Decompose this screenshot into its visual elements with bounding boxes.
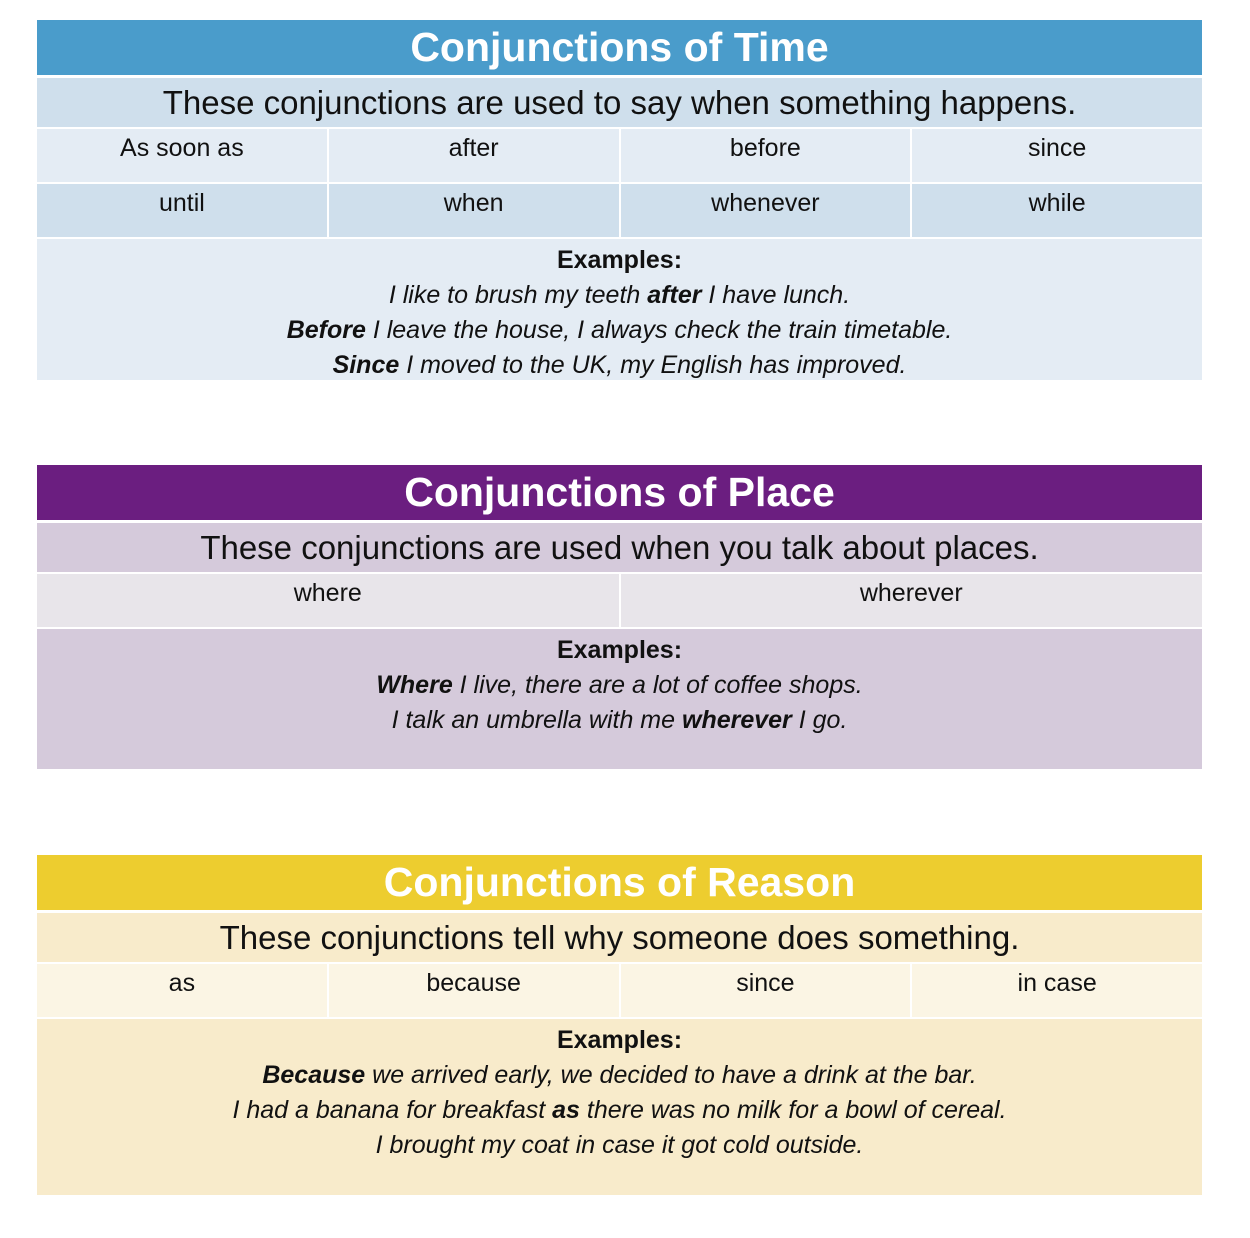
example-sentence: I like to brush my teeth after I have lunch. (388, 281, 851, 309)
reason-title: Conjunctions of Reason (37, 855, 1202, 910)
reason-description: These conjunctions tell why someone does something. (37, 913, 1202, 962)
place-word-row (37, 574, 1202, 627)
example-sentence: Since I moved to the UK, my English has improved. (332, 351, 907, 379)
time-word: since (910, 129, 1202, 182)
time-word: while (910, 184, 1202, 237)
time-word-row (37, 129, 1202, 182)
examples-heading: Examples: (556, 1026, 683, 1054)
time-word: before (619, 129, 911, 182)
place-word: wherever (619, 574, 1203, 627)
example-sentence: Where I live, there are a lot of coffee shops. (376, 671, 863, 699)
time-word: whenever (619, 184, 911, 237)
example-sentence: I had a banana for breakfast as there was no milk for a bowl of cereal. (232, 1096, 1007, 1124)
time-examples (37, 239, 1202, 380)
reason-word-row (37, 964, 1202, 1017)
time-word-row (37, 184, 1202, 237)
reason-examples (37, 1019, 1202, 1195)
reason-section (37, 855, 1202, 1195)
time-word: until (158, 189, 205, 217)
place-word: where (293, 579, 362, 607)
reason-word: because (327, 964, 619, 1017)
time-word: As soon as (120, 134, 244, 162)
reason-word: as (168, 969, 196, 997)
time-word: when (327, 184, 619, 237)
time-title: Conjunctions of Time (37, 20, 1202, 75)
reason-word: since (619, 964, 911, 1017)
time-word: after (327, 129, 619, 182)
reason-word: in case (910, 964, 1202, 1017)
examples-heading: Examples: (556, 636, 683, 664)
examples-heading: Examples: (556, 246, 683, 274)
example-sentence: Because we arrived early, we decided to have a drink at the bar. (262, 1061, 977, 1089)
time-section (37, 20, 1202, 380)
place-description: These conjunctions are used when you talk about places. (37, 523, 1202, 572)
place-section (37, 465, 1202, 769)
time-description: These conjunctions are used to say when something happens. (37, 78, 1202, 127)
example-sentence: I brought my coat in case it got cold outside. (375, 1131, 864, 1159)
place-examples (37, 629, 1202, 769)
place-title: Conjunctions of Place (37, 465, 1202, 520)
example-sentence: Before I leave the house, I always check the train timetable. (286, 316, 953, 344)
example-sentence: I talk an umbrella with me wherever I go. (391, 706, 848, 734)
